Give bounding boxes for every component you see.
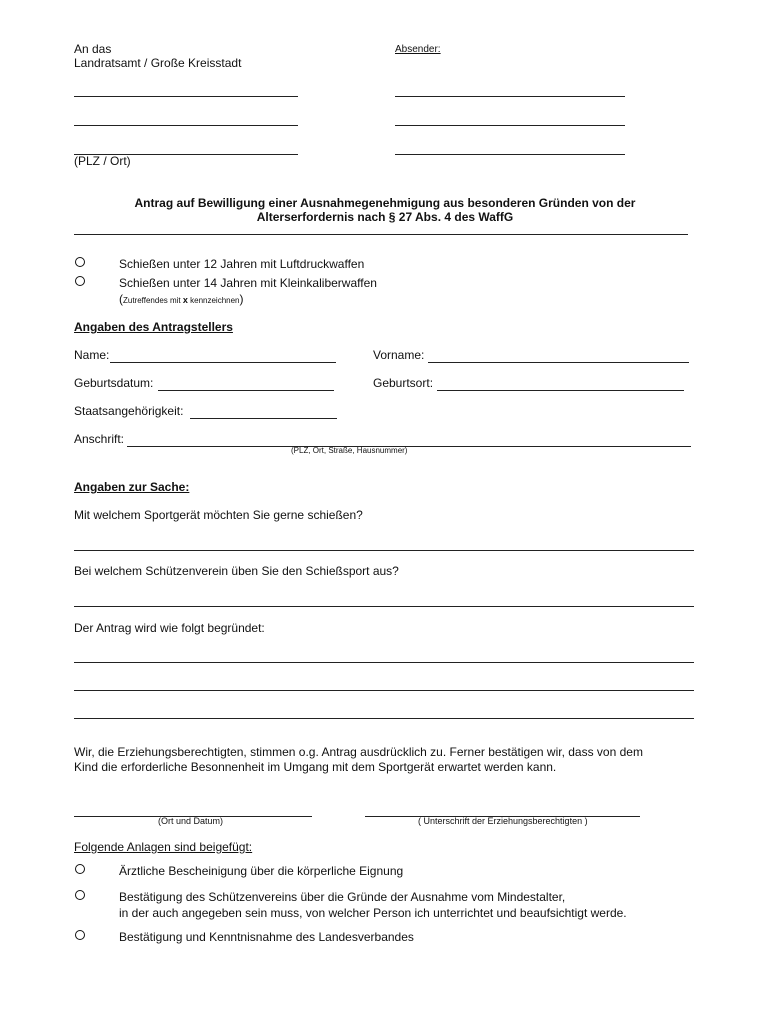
- note-x: x: [182, 295, 188, 305]
- recipient-address-field-1[interactable]: [74, 82, 298, 97]
- begruendung-field-2[interactable]: [74, 676, 694, 691]
- question-schuetzenverein: Bei welchem Schützenverein üben Sie den Schießsport aus?: [74, 564, 399, 578]
- recipient-plz-ort-field[interactable]: [74, 140, 298, 155]
- geburtsort-field[interactable]: [437, 376, 684, 391]
- geburtsdatum-label: Geburtsdatum:: [74, 376, 154, 390]
- attachments-heading: Folgende Anlagen sind beigefügt:: [74, 840, 253, 854]
- staatsangehoerigkeit-label: Staatsangehörigkeit:: [74, 404, 184, 418]
- attachment-schuetzenverein-label-2: in der auch angegeben sein muss, von welcher Person ich unterrichtet und beaufsichtigt werde.: [119, 906, 627, 920]
- anschrift-field[interactable]: [127, 432, 691, 447]
- sender-field-1[interactable]: [395, 82, 625, 97]
- title-line-1: Antrag auf Bewilligung einer Ausnahmegenehmigung aus besonderen Gründen von der: [134, 196, 636, 210]
- name-label: Name:: [74, 348, 110, 362]
- question-sportgeraet: Mit welchem Sportgerät möchten Sie gerne schießen?: [74, 508, 363, 522]
- vorname-label: Vorname:: [373, 348, 425, 362]
- attachment-aerztlich-checkbox[interactable]: [75, 864, 85, 874]
- recipient-address-field-2[interactable]: [74, 111, 298, 126]
- attachment-schuetzenverein-checkbox[interactable]: [75, 890, 85, 900]
- anschrift-hint: (PLZ, Ort, Straße, Hausnummer): [291, 446, 408, 455]
- unterschrift-caption: ( Unterschrift der Erziehungsberechtigten ): [418, 816, 588, 826]
- note-open-paren: (: [119, 292, 123, 306]
- note-end: kennzeichnen: [187, 296, 240, 305]
- ort-datum-caption: (Ort und Datum): [158, 816, 224, 826]
- sender-label: Absender:: [395, 44, 441, 55]
- attachment-schuetzenverein-label-1: Bestätigung des Schützenvereins über die Gründe der Ausnahme vom Mindestalter,: [119, 890, 566, 904]
- question-begruendung: Der Antrag wird wie folgt begründet:: [74, 621, 265, 635]
- unterschrift-field[interactable]: [365, 802, 640, 817]
- attachment-aerztlich-label: Ärztliche Bescheinigung über die körperliche Eignung: [119, 864, 404, 878]
- note-text: Zutreffendes mit: [123, 296, 183, 305]
- sender-field-2[interactable]: [395, 111, 625, 126]
- option-luftdruck-checkbox[interactable]: [75, 257, 85, 267]
- applicant-heading: Angaben des Antragstellers: [74, 320, 233, 334]
- attachment-landesverband-checkbox[interactable]: [75, 930, 85, 940]
- schuetzenverein-field[interactable]: [74, 592, 694, 607]
- recipient-line-1: An das: [74, 42, 112, 56]
- title-divider: [74, 234, 688, 235]
- ort-datum-field[interactable]: [74, 802, 312, 817]
- plz-ort-caption: (PLZ / Ort): [74, 154, 131, 168]
- option-luftdruck-label: Schießen unter 12 Jahren mit Luftdruckwaffen: [119, 257, 365, 271]
- attachment-landesverband-label: Bestätigung und Kenntnisnahme des Landesverbandes: [119, 930, 414, 944]
- sender-field-3[interactable]: [395, 140, 625, 155]
- staatsangehoerigkeit-field[interactable]: [190, 404, 337, 419]
- geburtsdatum-field[interactable]: [158, 376, 334, 391]
- begruendung-field-3[interactable]: [74, 704, 694, 719]
- matter-heading: Angaben zur Sache:: [74, 480, 190, 494]
- vorname-field[interactable]: [428, 348, 689, 363]
- begruendung-field-1[interactable]: [74, 648, 694, 663]
- recipient-line-2: Landratsamt / Große Kreisstadt: [74, 56, 242, 70]
- options-note: [119, 292, 244, 306]
- title-line-2: Alterserfordernis nach § 27 Abs. 4 des WaffG: [256, 210, 514, 224]
- geburtsort-label: Geburtsort:: [373, 376, 434, 390]
- anschrift-label: Anschrift:: [74, 432, 125, 446]
- option-kleinkaliber-label: Schießen unter 14 Jahren mit Kleinkaliberwaffen: [119, 276, 377, 290]
- option-kleinkaliber-checkbox[interactable]: [75, 276, 85, 286]
- name-field[interactable]: [110, 348, 336, 363]
- note-close-paren: ): [239, 292, 244, 306]
- consent-line-2: Kind die erforderliche Besonnenheit im Umgang mit dem Sportgerät erwartet werden kann.: [74, 760, 557, 774]
- consent-line-1: Wir, die Erziehungsberechtigten, stimmen o.g. Antrag ausdrücklich zu. Ferner bestätigen wir, dass von dem: [74, 745, 643, 759]
- sportgeraet-field[interactable]: [74, 536, 694, 551]
